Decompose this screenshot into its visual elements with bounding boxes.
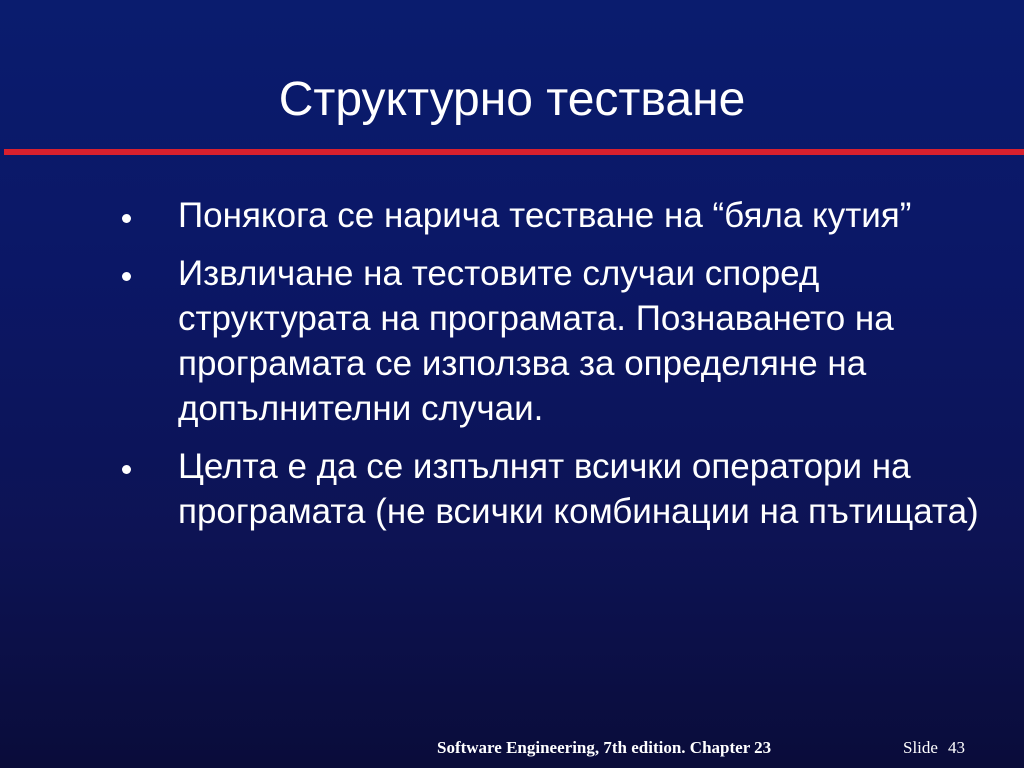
bullet-item <box>0 193 1024 238</box>
bullet-text: Извличане на тестовите случаи според структурата на програмата. Познаването на програмата се използва за определяне на допълнителни случаи. <box>178 254 894 428</box>
title-divider <box>4 149 1024 155</box>
bullet-text: Понякога се нарича тестване на “бяла кутия” <box>178 196 912 235</box>
slide-number: 43 <box>948 738 965 757</box>
slide-title: Структурно тестване <box>278 73 746 126</box>
bullet-dot-icon <box>122 214 131 223</box>
footer-source: Software Engineering, 7th edition. Chapter 23 <box>437 738 772 757</box>
bullet-dot-icon <box>122 465 131 474</box>
bullet-item <box>0 444 1024 534</box>
bullet-list <box>0 193 1024 547</box>
bullet-dot-icon <box>122 272 131 281</box>
bullet-item <box>0 251 1024 431</box>
slide-label: Slide <box>903 738 938 757</box>
bullet-text: Целта е да се изпълнят всички оператори на програмата (не всички комбинации на пътищата) <box>178 447 979 531</box>
